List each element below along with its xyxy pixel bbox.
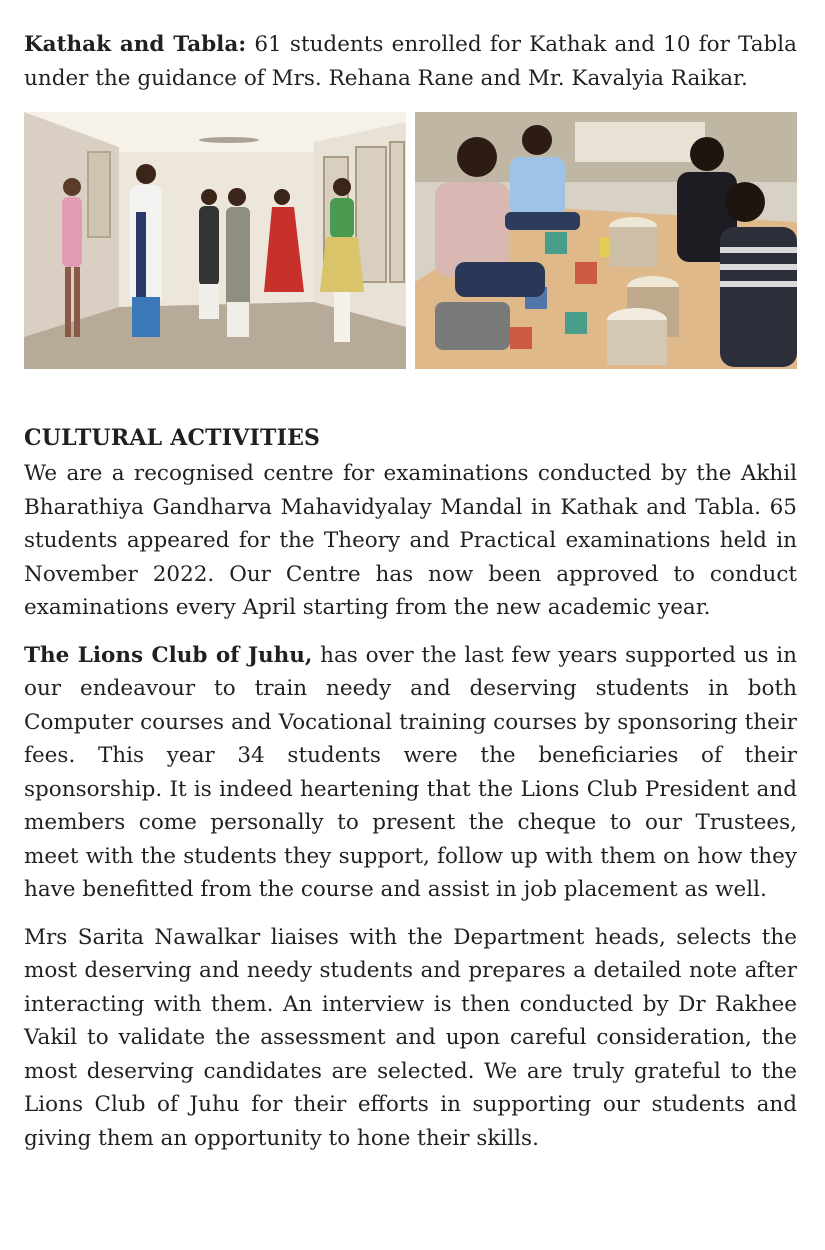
lions-club-text: has over the last few years supported us in our endeavour to train needy and deserving students in both Computer courses and Vocational training courses by sponsoring their fees. This year 34 students were the beneficiaries of their sponsorship. It is indeed heartening that the Lions Club President and members come personally to present the cheque to our Trustees, meet with the students they support, follow up with them on how they have benefitted from the course and assist in job placement as well. <box>24 642 797 902</box>
lions-club-heading: The Lions Club of Juhu, <box>24 642 313 668</box>
kathak-tabla-paragraph <box>24 28 797 95</box>
photo-row <box>24 112 797 369</box>
cultural-activities-heading: CULTURAL ACTIVITIES <box>24 425 321 451</box>
tabla-class-illustration <box>415 112 797 369</box>
document-page <box>24 28 797 1155</box>
kathak-class-illustration <box>24 112 406 369</box>
lions-club-paragraph <box>24 639 797 907</box>
sarita-nawalkar-paragraph: Mrs Sarita Nawalkar liaises with the Department heads, selects the most deserving and needy students and prepares a detailed note after interacting with them. An interview is then conducted by Dr Rakhee Vakil to validate the assessment and upon careful consideration, the most deserving candidates are selected. We are truly grateful to the Lions Club of Juhu for their efforts in supporting our students and giving them an opportunity to hone their skills. <box>24 924 797 1151</box>
cultural-activities-paragraph: We are a recognised centre for examinations conducted by the Akhil Bharathiya Gandharva Mahavidyalay Mandal in Kathak and Tabla. 65 students appeared for the Theory and Practical examinations held in November 2022. Our Centre has now been approved to conduct examinations every April starting from the new academic year. <box>24 461 797 620</box>
kathak-class-photo <box>24 112 406 369</box>
kathak-tabla-heading: Kathak and Tabla: <box>24 32 247 57</box>
kathak-tabla-text: 61 students enrolled for Kathak and 10 for Tabla under the guidance of Mrs. Rehana Rane and Mr. Kavalyia Raikar. <box>24 32 797 91</box>
tabla-class-photo <box>415 112 797 369</box>
